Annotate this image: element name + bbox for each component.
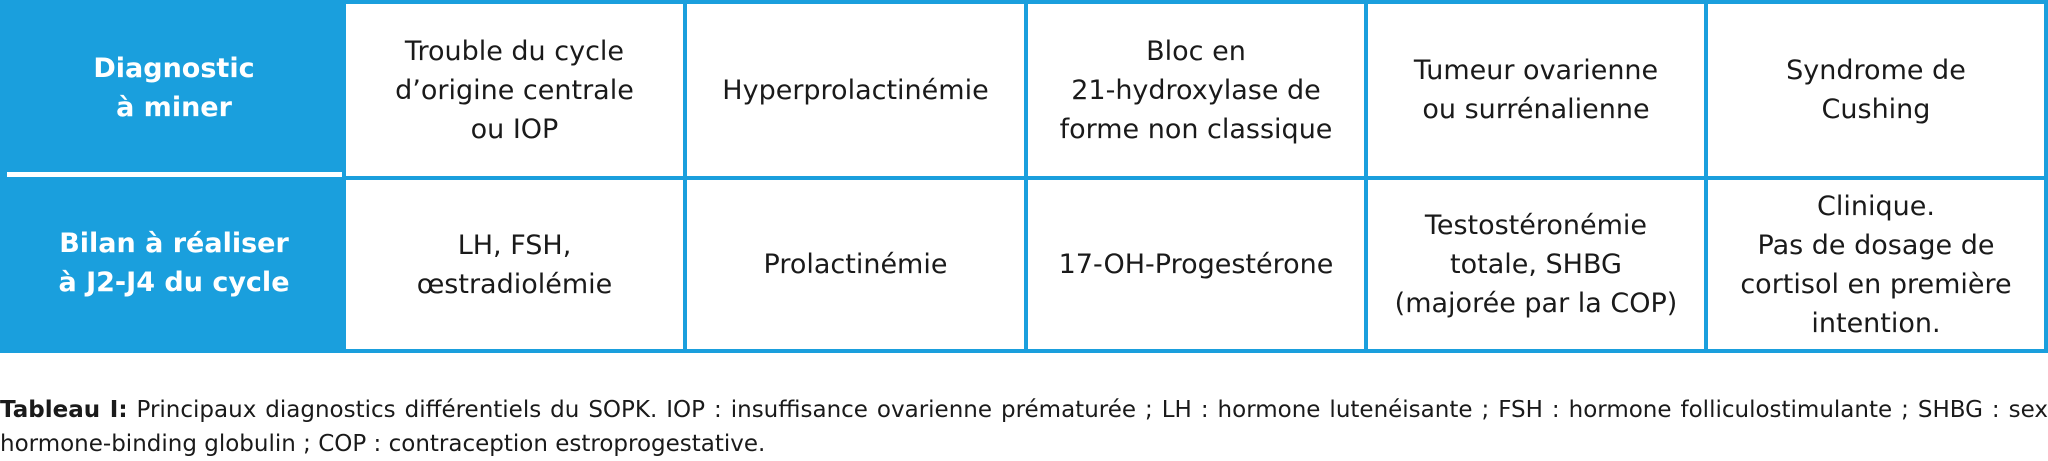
- cell-bilan-cushing: Clinique. Pas de dosage de cortisol en première intention.: [1708, 180, 2044, 349]
- row-header-diagnostic: Diagnostic à miner: [4, 4, 344, 172]
- caption-text: Principaux diagnostics différentiels du SOPK. IOP : insuffisance ovarienne prématurée ; LH : hormone lutenéisante ; FSH : hormone folliculostimulante ; SHBG : sex hormone-binding globulin ; COP : contraception estroprogestative.: [0, 397, 2048, 457]
- cell-diagnostic-hyperprolactinemia: Hyperprolactinémie: [687, 4, 1024, 176]
- cell-diagnostic-tumor: Tumeur ovarienne ou surrénalienne: [1368, 4, 1704, 176]
- row-header-bilan: Bilan à réaliser à J2-J4 du cycle: [4, 177, 344, 349]
- cell-bilan-testosterone: Testostéronémie totale, SHBG (majorée par la COP): [1368, 180, 1704, 349]
- cell-bilan-lh-fsh: LH, FSH, œstradiolémie: [346, 180, 683, 349]
- table-caption: [0, 393, 2048, 461]
- cell-bilan-prolactinemia: Prolactinémie: [687, 180, 1024, 349]
- cell-diagnostic-21-hydroxylase: Bloc en 21-hydroxylase de forme non classique: [1028, 4, 1364, 176]
- cell-diagnostic-cycle-trouble: Trouble du cycle d’origine centrale ou IOP: [346, 4, 683, 176]
- cell-bilan-17oh-progesterone: 17-OH-Progestérone: [1028, 180, 1364, 349]
- cell-diagnostic-cushing: Syndrome de Cushing: [1708, 4, 2044, 176]
- caption-label: Tableau I:: [0, 397, 128, 423]
